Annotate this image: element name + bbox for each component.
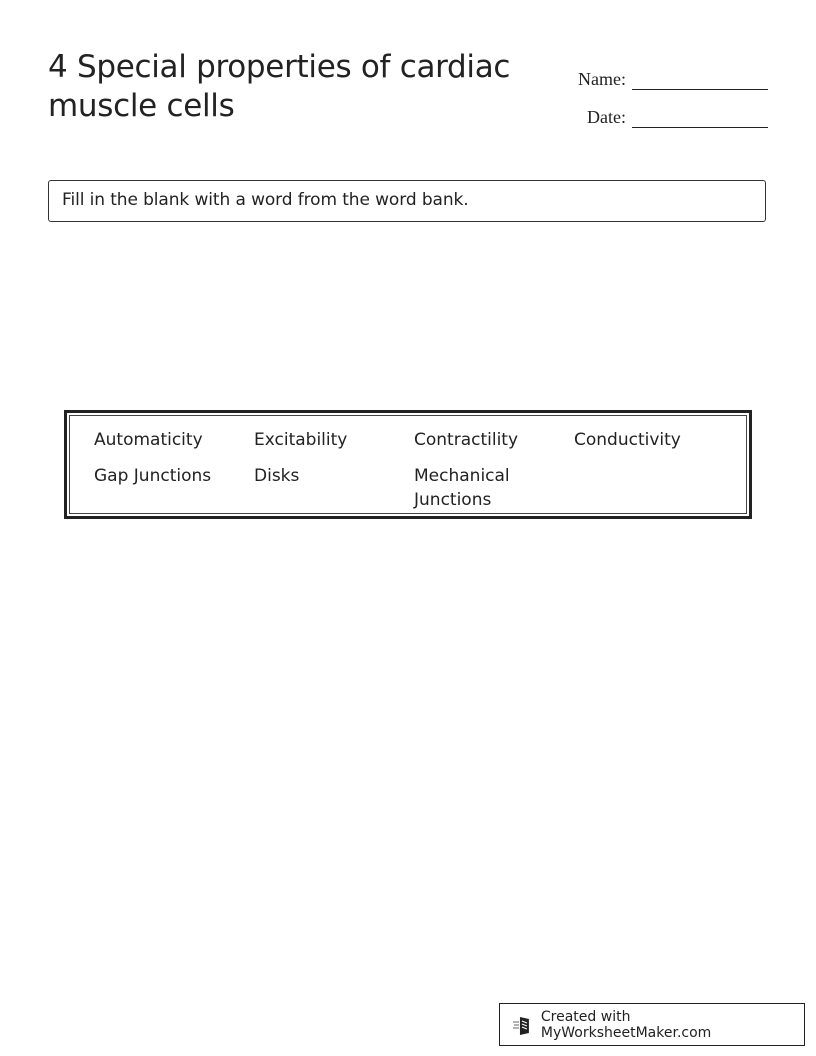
date-label: Date: xyxy=(587,107,626,127)
word-bank-grid xyxy=(69,415,747,514)
word-bank-item: Excitability xyxy=(254,430,348,450)
footer-text: Created with MyWorksheetMaker.com xyxy=(540,1008,712,1041)
word-bank-item: Automaticity xyxy=(94,430,203,450)
word-bank xyxy=(64,410,752,519)
word-bank-item: Mechanical Junctions xyxy=(414,465,510,510)
word-bank-item: Disks xyxy=(254,465,300,486)
page-title: 4 Special properties of cardiac muscle cells xyxy=(48,49,511,124)
date-blank-line[interactable] xyxy=(632,103,768,128)
worksheet-logo-icon xyxy=(512,1014,534,1036)
instructions-box: Fill in the blank with a word from the word bank. xyxy=(48,180,766,222)
name-label: Name: xyxy=(578,69,626,89)
word-bank-item: Contractility xyxy=(414,430,519,450)
footer-credit[interactable] xyxy=(499,1003,805,1046)
word-bank-item: Conductivity xyxy=(574,430,681,450)
word-bank-item: Gap Junctions xyxy=(94,465,212,486)
date-row xyxy=(578,90,768,128)
name-row xyxy=(578,52,768,90)
name-blank-line[interactable] xyxy=(632,65,768,90)
name-date-fields xyxy=(578,52,768,128)
